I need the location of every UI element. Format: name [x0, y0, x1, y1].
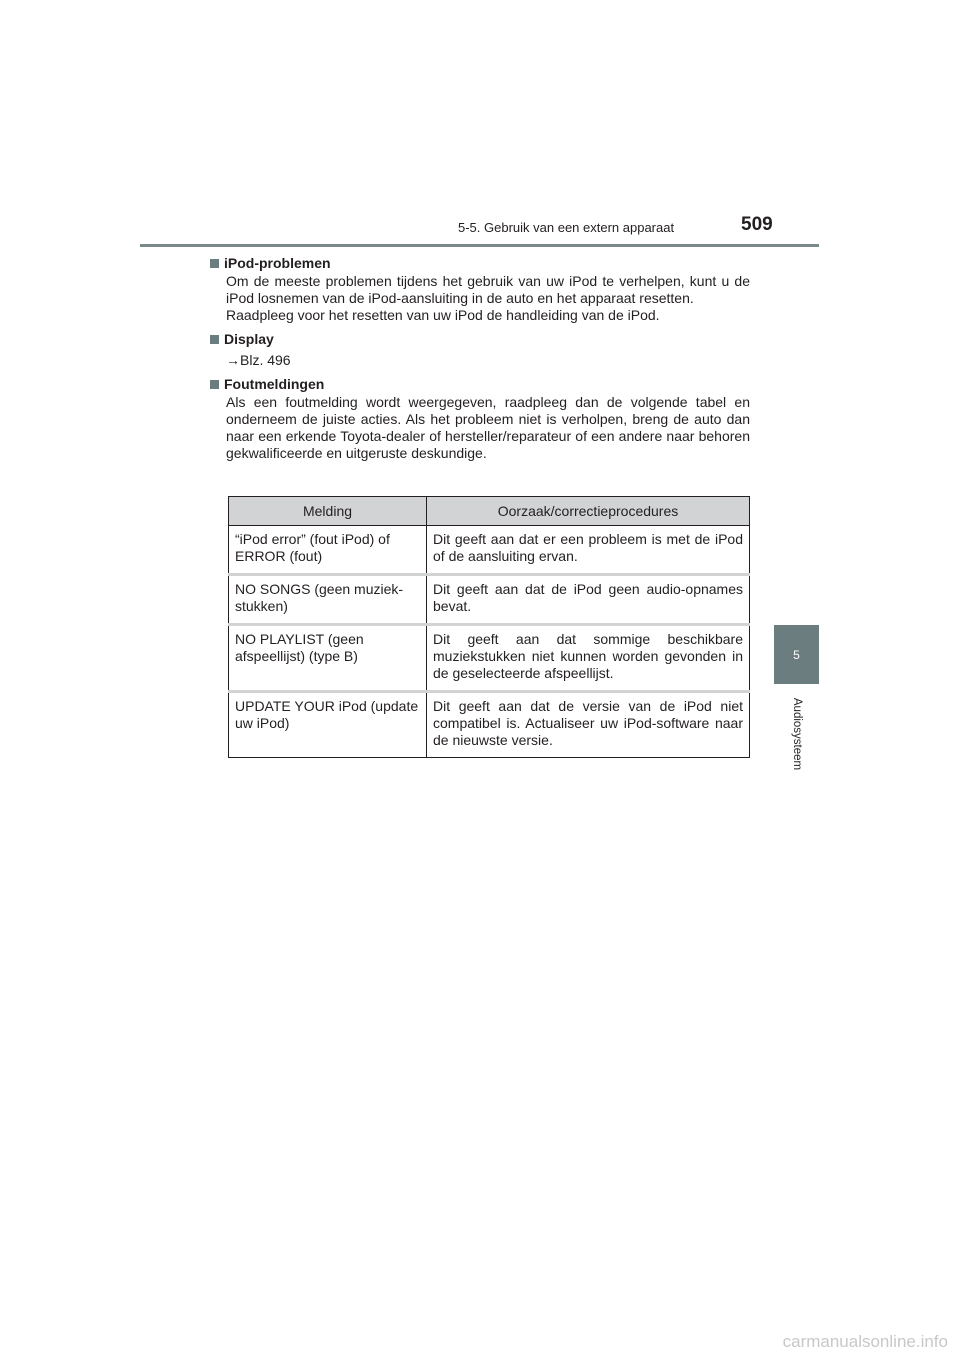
table-row [229, 575, 750, 625]
table-row [229, 692, 750, 758]
section-title: iPod-problemen [224, 255, 331, 271]
message-cell: NO PLAYLIST (geen afspeellijst) (type B) [229, 625, 427, 692]
square-bullet-icon [210, 335, 219, 344]
chapter-tab [774, 625, 819, 684]
chapter-tab-label: Audiosysteem [791, 697, 803, 771]
cause-cell: Dit geeft aan dat sommige beschikbare muziekstukken niet kunnen worden gevonden in de geselecteerde afspeellijst. [427, 625, 750, 692]
watermark: carmanualsonline.info [782, 1332, 948, 1351]
message-cell: UPDATE YOUR iPod (update uw iPod) [229, 692, 427, 758]
cause-cell: Dit geeft aan dat er een probleem is met de iPod of de aansluiting ervan. [427, 526, 750, 575]
table-row [229, 625, 750, 692]
page-reference: →Blz. 496 [226, 352, 291, 368]
error-message-table [228, 496, 750, 758]
square-bullet-icon [210, 380, 219, 389]
section-text: Als een foutmelding wordt weergegeven, raadpleeg dan de volgende tabel en onderneem de juiste acties. Als het probleem niet is verholpen, breng de auto dan naar een erkende Toyota-dealer of hersteller/reparateur of een andere naar behoren gekwalificeerde en uitgeruste deskundige. [226, 394, 750, 461]
square-bullet-icon [210, 259, 219, 268]
message-cell: “iPod error” (fout iPod) of ERROR (fout) [229, 526, 427, 575]
header-rule [140, 244, 819, 247]
cause-cell: Dit geeft aan dat de iPod geen audio-opnames bevat. [427, 575, 750, 625]
page-content [210, 254, 750, 468]
page-number: 509 [741, 214, 773, 235]
table-header-cause: Oorzaak/correctieprocedures [427, 497, 750, 526]
table-header-row [229, 497, 750, 526]
section-ipod-problems [210, 254, 750, 324]
section-text: Raadpleeg voor het resetten van uw iPod de handleiding van de iPod. [226, 307, 660, 323]
section-error-messages [210, 375, 750, 462]
cause-cell: Dit geeft aan dat de versie van de iPod niet compatibel is. Actualiseer uw iPod-software naar de nieuwste versie. [427, 692, 750, 758]
section-title: Display [224, 331, 274, 347]
chapter-title: 5-5. Gebruik van een extern apparaat [458, 220, 675, 235]
table-header-message: Melding [229, 497, 427, 526]
section-title: Foutmeldingen [224, 376, 325, 392]
table-row [229, 526, 750, 575]
message-cell: NO SONGS (geen muziekstukken) [229, 575, 427, 625]
chapter-tab-number: 5 [793, 647, 800, 662]
section-display [210, 330, 750, 369]
section-text: Om de meeste problemen tijdens het gebruik van uw iPod te verhelpen, kunt u de iPod losnemen van de iPod-aansluiting in de auto en het apparaat resetten. [226, 273, 750, 306]
